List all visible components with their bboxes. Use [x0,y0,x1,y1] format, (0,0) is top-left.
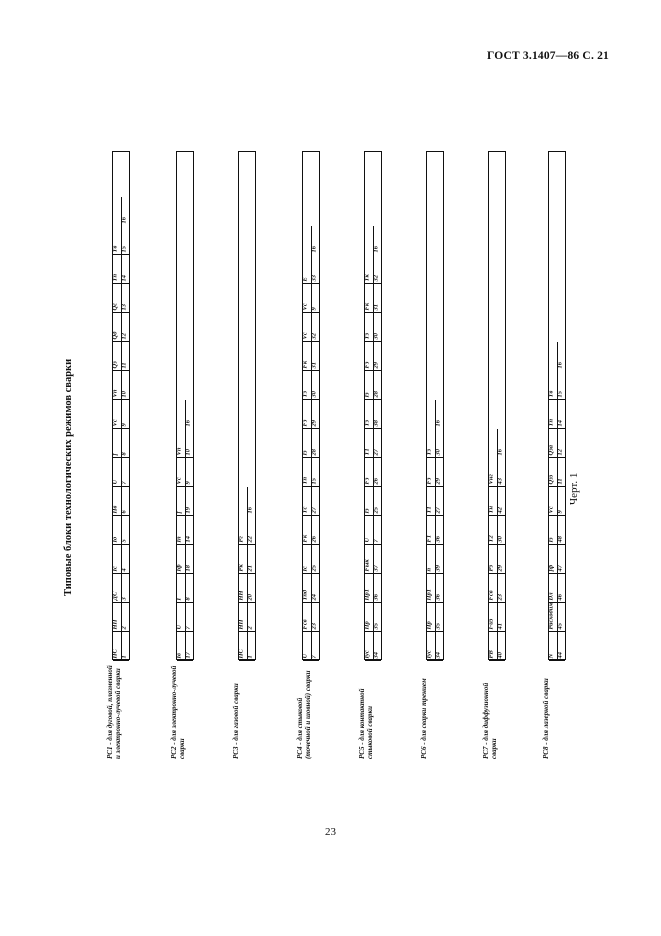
cell-number: 10 [184,448,192,455]
cell-label: Пр [425,620,433,629]
cell-number: 26 [372,477,380,484]
cell-number: 30 [496,535,504,542]
block-name: РС3 - для газовой сварки [232,683,240,759]
cell-number: 43 [496,477,504,484]
cell-label: f [111,452,119,455]
cell-label: ДС [111,591,119,600]
cell-number: 7 [372,538,380,542]
cell-number: 27 [310,506,318,513]
cell-label: Tз [301,390,309,397]
block-name: РС4 - для стыковой (точечной и шовной) сварки [296,670,312,759]
cell-number: 47 [556,564,564,571]
cell-number: 9 [184,480,192,484]
cell-label: Пр1 [425,588,433,600]
cell-label: Vc [301,331,309,339]
cell-label: Iз [547,536,555,542]
figure-caption: Черт. 1 [568,472,580,505]
cell-number: 29 [434,477,442,484]
cell-label: Qд [111,331,119,339]
cell-number: 15 [120,245,128,252]
cell-number: 8 [120,451,128,455]
cell-number: 40 [496,651,504,658]
cell-label: N [547,653,555,658]
cell-label: Tз [363,332,371,339]
cell-number: 10 [120,390,128,397]
cell-number: 25 [310,564,318,571]
cell-label: Fк [363,302,371,310]
cell-label: Fсв [301,618,309,629]
cell-number: 34 [372,651,380,658]
cell-number: 32 [310,332,318,339]
cell-number: 4 [120,567,128,571]
cell-label: Iв [175,652,183,658]
block-name: РС7 - для диффузионной сварки [482,682,498,759]
cell-label: Iс [301,565,309,571]
block-name: РС8 - для лазерной сварки [542,678,550,759]
cell-label: Qза [547,444,555,455]
cell-label: НН [237,589,245,600]
cell-label: Vс [111,418,119,426]
cell-number: 1 [246,654,254,658]
block-name: РС6 - для сварки трением [420,678,428,759]
cell-number: 31 [310,361,318,368]
cell-label: Qзз [547,474,555,484]
cell-label: I [175,597,183,600]
cell-label: Пр1 [363,588,371,600]
cell-label: Fз [363,477,371,484]
cell-label: Iз [363,507,371,513]
cell-number: 17 [184,651,192,658]
cell-number: 41 [496,622,504,629]
cell-number: 9 [120,422,128,426]
cell-label: U [111,479,119,484]
cell-number: 12 [556,448,564,455]
cell-number: 11 [556,477,564,484]
cell-number: 33 [310,274,318,281]
cell-label: Tп [301,476,309,484]
cell-label: Tз [425,448,433,455]
cell-number: 25 [372,506,380,513]
cell-label: Tн [487,505,495,513]
cell-number: 16 [246,506,254,513]
cell-number: 16 [120,216,128,223]
cell-number: 26 [310,535,318,542]
cell-label: Dл [547,591,555,600]
cell-number: 8 [184,596,192,600]
cell-number: 14 [184,535,192,542]
cell-label: ПС [111,648,119,658]
cell-number: 12 [120,332,128,339]
cell-number: 13 [120,303,128,310]
cell-label: Tв [111,245,119,252]
cell-label: U [363,537,371,542]
cell-label: Fык [363,558,371,571]
cell-number: 34 [434,651,442,658]
cell-number: 16 [372,245,380,252]
cell-label: Iс [111,565,119,571]
cell-number: 5 [120,538,128,542]
cell-number: 45 [556,622,564,629]
cell-label: Расходим [547,601,555,629]
block-name: РС1 - для дуговой, плазменной и электронно-лучевой сварки [106,665,122,759]
cell-label: fф [547,564,555,571]
cell-label: Fк [301,360,309,368]
cell-label: Vс [301,302,309,310]
cell-number: 30 [372,332,380,339]
cell-label: Tс [301,506,309,513]
cell-number: 42 [496,506,504,513]
cell-label: Iз [363,391,371,397]
cell-number: 48 [556,535,564,542]
cell-label: Iо [111,536,119,542]
cell-label: Iус [363,649,371,658]
cell-label: T2 [487,534,495,542]
cell-number: 1 [120,654,128,658]
cell-number: 37 [372,564,380,571]
cell-label: Пв [111,505,119,513]
cell-number: 44 [556,651,564,658]
cell-label: n [425,567,433,571]
cell-label: Vс [175,476,183,484]
cell-label: Vс [547,505,555,513]
cell-number: 27 [434,506,442,513]
cell-number: 36 [372,593,380,600]
cell-label: Пр [363,620,371,629]
cell-label: Fсв [487,589,495,600]
cell-number: 38 [372,419,380,426]
cell-label: Tз [363,419,371,426]
cell-number: 21 [246,564,254,571]
cell-number: 15 [310,477,318,484]
cell-label: Iз [301,449,309,455]
cell-number: 16 [310,245,318,252]
cell-number: 23 [496,593,504,600]
cell-label: НП [237,618,245,629]
cell-number: 39 [434,564,442,571]
figure-title: Типовые блоки технологических режимов сварки [63,358,74,596]
cell-number: 15 [556,390,564,397]
cell-number: 6 [120,509,128,513]
cell-number: 35 [372,622,380,629]
cell-number: 28 [310,448,318,455]
cell-label: Tп [111,273,119,281]
cell-label: Pз [487,564,495,571]
cell-label: Fз [363,361,371,368]
cell-number: 16 [496,448,504,455]
cell-number: 16 [556,361,564,368]
cell-label: Рк [237,563,245,571]
page-number: 23 [325,826,336,838]
cell-label: Fз [301,419,309,426]
cell-label: I-из [487,618,495,629]
cell-label: Tп [547,418,555,426]
cell-number: 9 [556,509,564,513]
cell-number: 46 [556,593,564,600]
cell-number: 2 [120,625,128,629]
cell-label: Tк [363,273,371,281]
cell-number: 36 [434,535,442,542]
cell-number: 2 [246,625,254,629]
cell-label: Vп [111,389,119,397]
cell-number: 14 [556,419,564,426]
cell-number: 16 [184,419,192,426]
cell-label: Vнг [487,473,495,484]
cell-number: 31 [372,303,380,310]
cell-label: T1 [363,447,371,455]
cell-label: Рг [237,535,245,542]
cell-number: 7 [310,654,318,658]
cell-label: E [301,276,309,281]
cell-label: Fк [301,534,309,542]
cell-label: Qс [111,302,119,310]
cell-label: ПС [237,648,245,658]
cell-number: 29 [372,361,380,368]
block-name: РС5 - для контактной стыковой сварки [358,688,374,759]
cell-number: 30 [434,448,442,455]
cell-number: 36 [434,593,442,600]
cell-label: НП [111,618,119,629]
cell-label: Vп [175,447,183,455]
cell-label: Тпд [301,589,309,600]
cell-number: 22 [246,535,254,542]
cell-number: 23 [310,622,318,629]
cell-number: 7 [120,480,128,484]
cell-number: 7 [184,625,192,629]
cell-number: 32 [372,274,380,281]
cell-number: 27 [372,448,380,455]
cell-number: 20 [246,593,254,600]
cell-label: T1 [425,505,433,513]
cell-number: 19 [184,506,192,513]
cell-label: Fз [425,477,433,484]
cell-number: 30 [310,390,318,397]
cell-number: 24 [310,593,318,600]
cell-label: Iп [175,535,183,542]
page-header: ГОСТ 3.1407—86 С. 21 [486,50,609,62]
cell-number: 16 [434,419,442,426]
cell-label: РВ [487,649,495,658]
cell-number: 18 [184,564,192,571]
cell-number: 11 [120,361,128,368]
cell-label: Iф [175,563,183,571]
cell-label: Tв [547,390,555,397]
block-name: РС2 - для электронно-лучевой сварки [170,665,186,759]
cell-label: U [175,624,183,629]
cell-number: 29 [496,564,504,571]
cell-number: 35 [434,622,442,629]
cell-label: F1 [425,534,433,542]
cell-label: U [301,653,309,658]
cell-label: f [175,510,183,513]
cell-number: 28 [372,390,380,397]
cell-number: 9 [310,306,318,310]
cell-label: Iус [425,649,433,658]
cell-label: Qз [111,360,119,368]
cell-number: 3 [120,596,128,600]
cell-number: 14 [120,274,128,281]
cell-number: 29 [310,419,318,426]
